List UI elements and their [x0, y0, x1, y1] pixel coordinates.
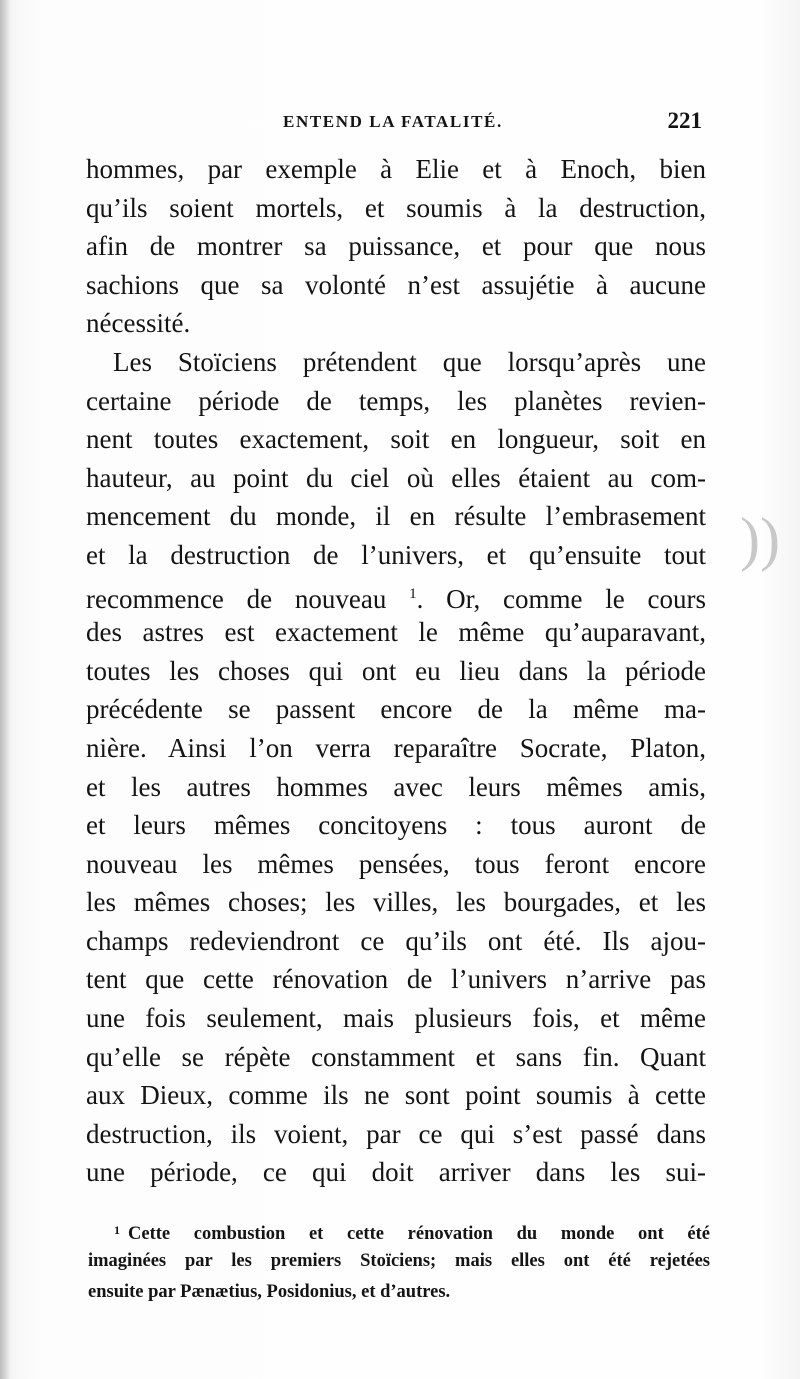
text-line: destruction, ils voient, par ce qui s’est passé dans: [86, 1118, 706, 1149]
text-line: certaine période de temps, les planètes revien-: [86, 385, 706, 416]
running-header: [86, 108, 702, 138]
footnote-line: ensuite par Pænætius, Posidonius, et d’autres.: [88, 1282, 451, 1302]
text-line: sachions que sa volonté n’est assujétie à aucune: [86, 269, 706, 300]
footnote-text: Cette combustion et cette rénovation du monde ont été: [128, 1224, 710, 1244]
running-title: ENTEND LA FATALITÉ.: [283, 112, 503, 131]
bleed-through-mark: )): [740, 506, 780, 572]
text-line: des astres est exactement le même qu’auparavant,: [86, 617, 706, 648]
text-line: et les autres hommes avec leurs mêmes amis,: [86, 771, 706, 802]
text-line: une période, ce qui doit arriver dans les sui-: [86, 1157, 706, 1188]
text-segment: . Or, comme le cours: [416, 583, 706, 614]
page-edge-shadow: [0, 0, 10, 1379]
text-line-with-footnote-ref: [86, 575, 706, 614]
text-line: champs redeviendront ce qu’ils ont été. Ils ajou-: [86, 925, 706, 956]
text-line: nouveau les mêmes pensées, tous feront encore: [86, 848, 706, 879]
body-text: [86, 150, 706, 1192]
text-line: une fois seulement, mais plusieurs fois, et même: [86, 1003, 706, 1034]
text-line: précédente se passent encore de la même ma-: [86, 694, 706, 725]
text-line: et la destruction de l’univers, et qu’ensuite tout: [86, 539, 706, 570]
text-line: tent que cette rénovation de l’univers n’arrive pas: [86, 964, 706, 995]
page-number: 221: [667, 108, 702, 133]
text-line: mencement du monde, il en résulte l’embrasement: [86, 501, 706, 532]
text-line: qu’ils soient mortels, et soumis à la destruction,: [86, 192, 706, 223]
text-line: nent toutes exactement, soit en longueur, soit en: [86, 424, 706, 455]
text-line: afin de montrer sa puissance, et pour que nous: [86, 231, 706, 262]
footnote-mark: 1: [114, 1223, 120, 1237]
text-line: les mêmes choses; les villes, les bourgades, et les: [86, 887, 706, 918]
text-line: hauteur, au point du ciel où elles étaient au com-: [86, 462, 706, 493]
footnote-reference: 1: [409, 585, 417, 602]
text-line: nière. Ainsi l’on verra reparaître Socrate, Platon,: [86, 732, 706, 763]
text-line: hommes, par exemple à Elie et à Enoch, bien: [86, 154, 706, 184]
text-line: nécessité.: [86, 308, 191, 339]
footnote-line: imaginées par les premiers Stoïciens; mais elles ont été rejetées: [88, 1251, 710, 1271]
footnote-line: [88, 1215, 710, 1246]
text-line: et leurs mêmes concitoyens : tous auront de: [86, 810, 706, 841]
text-line: toutes les choses qui ont eu lieu dans la période: [86, 655, 706, 686]
text-segment: recommence de nouveau: [86, 583, 387, 614]
text-line: qu’elle se répète constamment et sans fin. Quant: [86, 1041, 706, 1072]
text-line: aux Dieux, comme ils ne sont point soumis à cette: [86, 1080, 706, 1111]
text-line: Les Stoïciens prétendent que lorsqu’après une: [113, 346, 706, 377]
footnote: [88, 1215, 710, 1308]
